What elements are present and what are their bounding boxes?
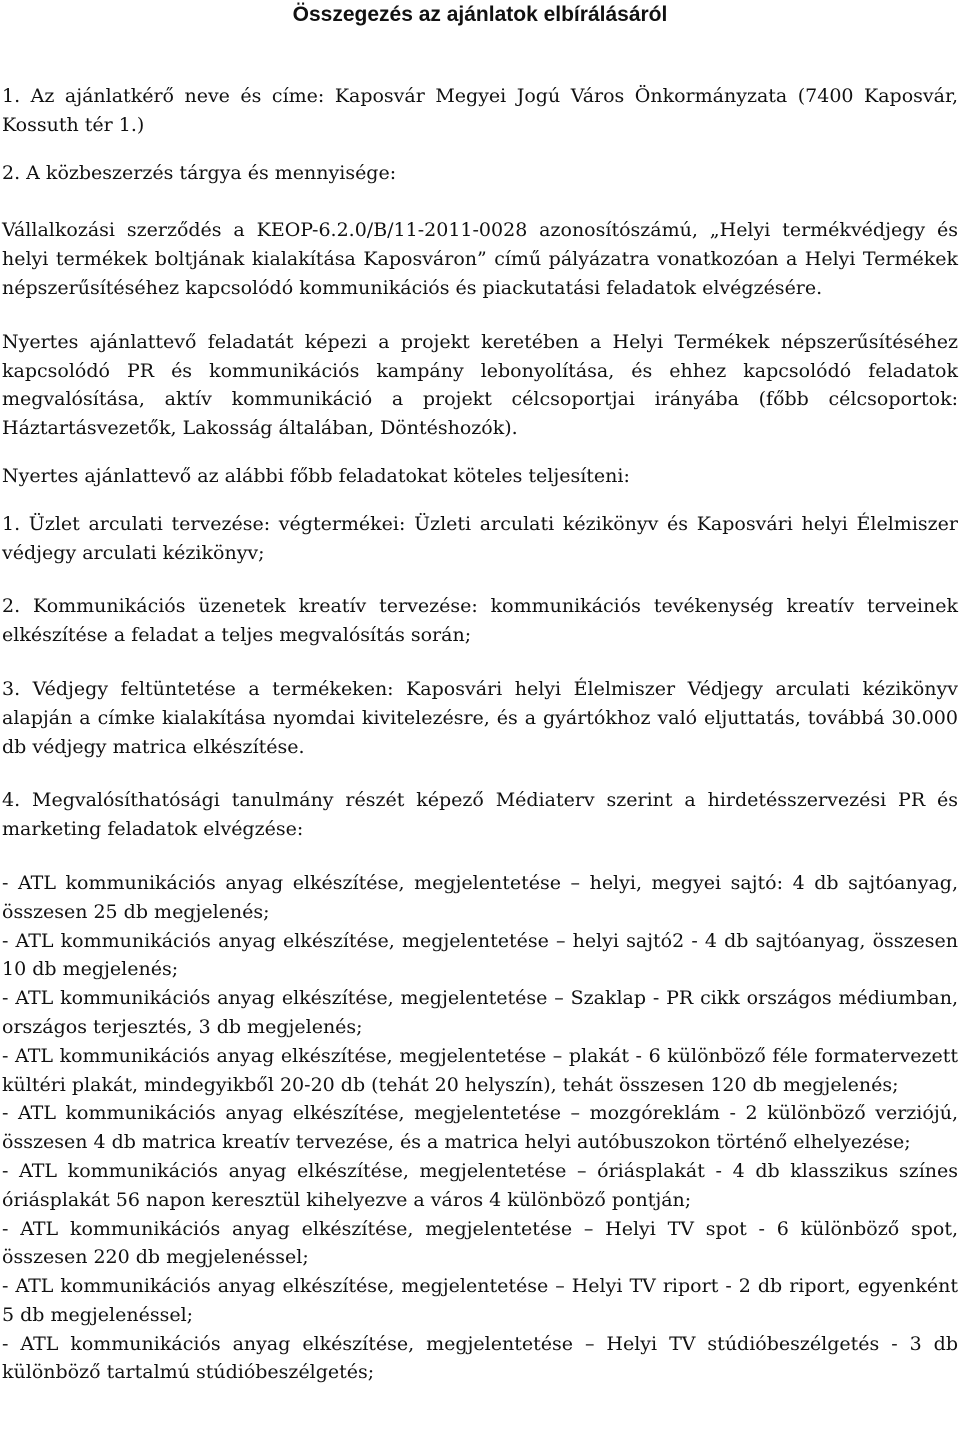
task-item-4: 4. Megvalósíthatósági tanulmány részét képező Médiaterv szerint a hirdetésszervezési PR és marketing feladatok elvégzése: — [2, 789, 958, 841]
list-item: - ATL kommunikációs anyag elkészítése, megjelentetése – helyi, megyei sajtó: 4 db sajtóanyag, összesen 25 db megjelenés; — [2, 871, 958, 923]
list-item: - ATL kommunikációs anyag elkészítése, megjelentetése – Helyi TV stúdióbeszélgetés - 3 db különböző tartalmú stúdióbeszélgetés; — [2, 1332, 958, 1384]
list-item: - ATL kommunikációs anyag elkészítése, megjelentetése – Helyi TV riport - 2 db riport, egyenként 5 db megjelenéssel; — [2, 1275, 958, 1326]
winner-task-paragraph: Nyertes ajánlattevő feladatát képezi a projekt keretében a Helyi Termékek népszerűsítéséhez kapcsolódó PR és kommunikációs kampány lebonyolítása, és ehhez kapcsolódó feladatok megvalósítása, aktív kommunikáció a projekt célcsoportjai irányába (főbb célcsoportok: Háztartásvezetők, Lakosság általában, Döntéshozók). — [2, 330, 958, 440]
task-item-1: 1. Üzlet arculati tervezése: végtermékei: Üzleti arculati kézikönyv és Kaposvári helyi Élelmiszer védjegy arculati kézikönyv; — [2, 512, 958, 564]
contract-description-paragraph: Vállalkozási szerződés a KEOP-6.2.0/B/11-2011-0028 azonosítószámú, „Helyi termékvédjegy és helyi termékek boltjának kialakítása Kaposváron” című pályázatra vonatkozóan a Helyi Termékek népszerűsítéséhez kapcsolódó kommunikációs és piackutatási feladatok elvégzésére. — [2, 219, 958, 299]
procurement-subject-heading: 2. A közbeszerzés tárgya és mennyisége: — [2, 161, 397, 184]
document-title: Összegezés az ajánlatok elbírálásáról — [292, 3, 668, 26]
list-item: - ATL kommunikációs anyag elkészítése, megjelentetése – plakát - 6 különböző féle formatervezett kültéri plakát, mindegyikből 20-20 db (tehát 20 helyszín), tehát összesen 120 db megjelenés; — [2, 1044, 958, 1096]
contracting-authority-paragraph: 1. Az ajánlatkérő neve és címe: Kaposvár Megyei Jogú Város Önkormányzata (7400 Kaposvár, Kossuth tér 1.) — [2, 85, 958, 136]
media-plan-list — [2, 869, 958, 1387]
list-item: - ATL kommunikációs anyag elkészítése, megjelentetése – helyi sajtó2 - 4 db sajtóanyag, összesen 10 db megjelenés; — [2, 929, 958, 981]
main-tasks-intro: Nyertes ajánlattevő az alábbi főbb feladatokat köteles teljesíteni: — [2, 464, 630, 487]
list-item: - ATL kommunikációs anyag elkészítése, megjelentetése – mozgóreklám - 2 különböző verziójú, összesen 4 db matrica kreatív tervezése, és a matrica helyi autóbuszokon történő elhelyezése; — [2, 1102, 958, 1154]
task-item-3: 3. Védjegy feltüntetése a termékeken: Kaposvári helyi Élelmiszer Védjegy arculati kézikönyv alapján a címke kialakítása nyomdai kivitelezésre, és a gyártókhoz való eljuttatás, továbbá 30.000 db védjegy matrica elkészítése. — [2, 677, 958, 758]
task-item-2: 2. Kommunikációs üzenetek kreatív tervezése: kommunikációs tevékenység kreatív terveinek elkészítése a feladat a teljes megvalósítás során; — [2, 595, 958, 647]
list-item: - ATL kommunikációs anyag elkészítése, megjelentetése – Szaklap - PR cikk országos médiumban, országos terjesztés, 3 db megjelenés; — [2, 987, 958, 1038]
list-item: - ATL kommunikációs anyag elkészítése, megjelentetése – Helyi TV spot - 6 különböző spot, összesen 220 db megjelenéssel; — [2, 1217, 958, 1269]
list-item: - ATL kommunikációs anyag elkészítése, megjelentetése – óriásplakát - 4 db klasszikus színes óriásplakát 56 napon keresztül kihelyezve a város 4 különböző pontján; — [2, 1159, 958, 1211]
